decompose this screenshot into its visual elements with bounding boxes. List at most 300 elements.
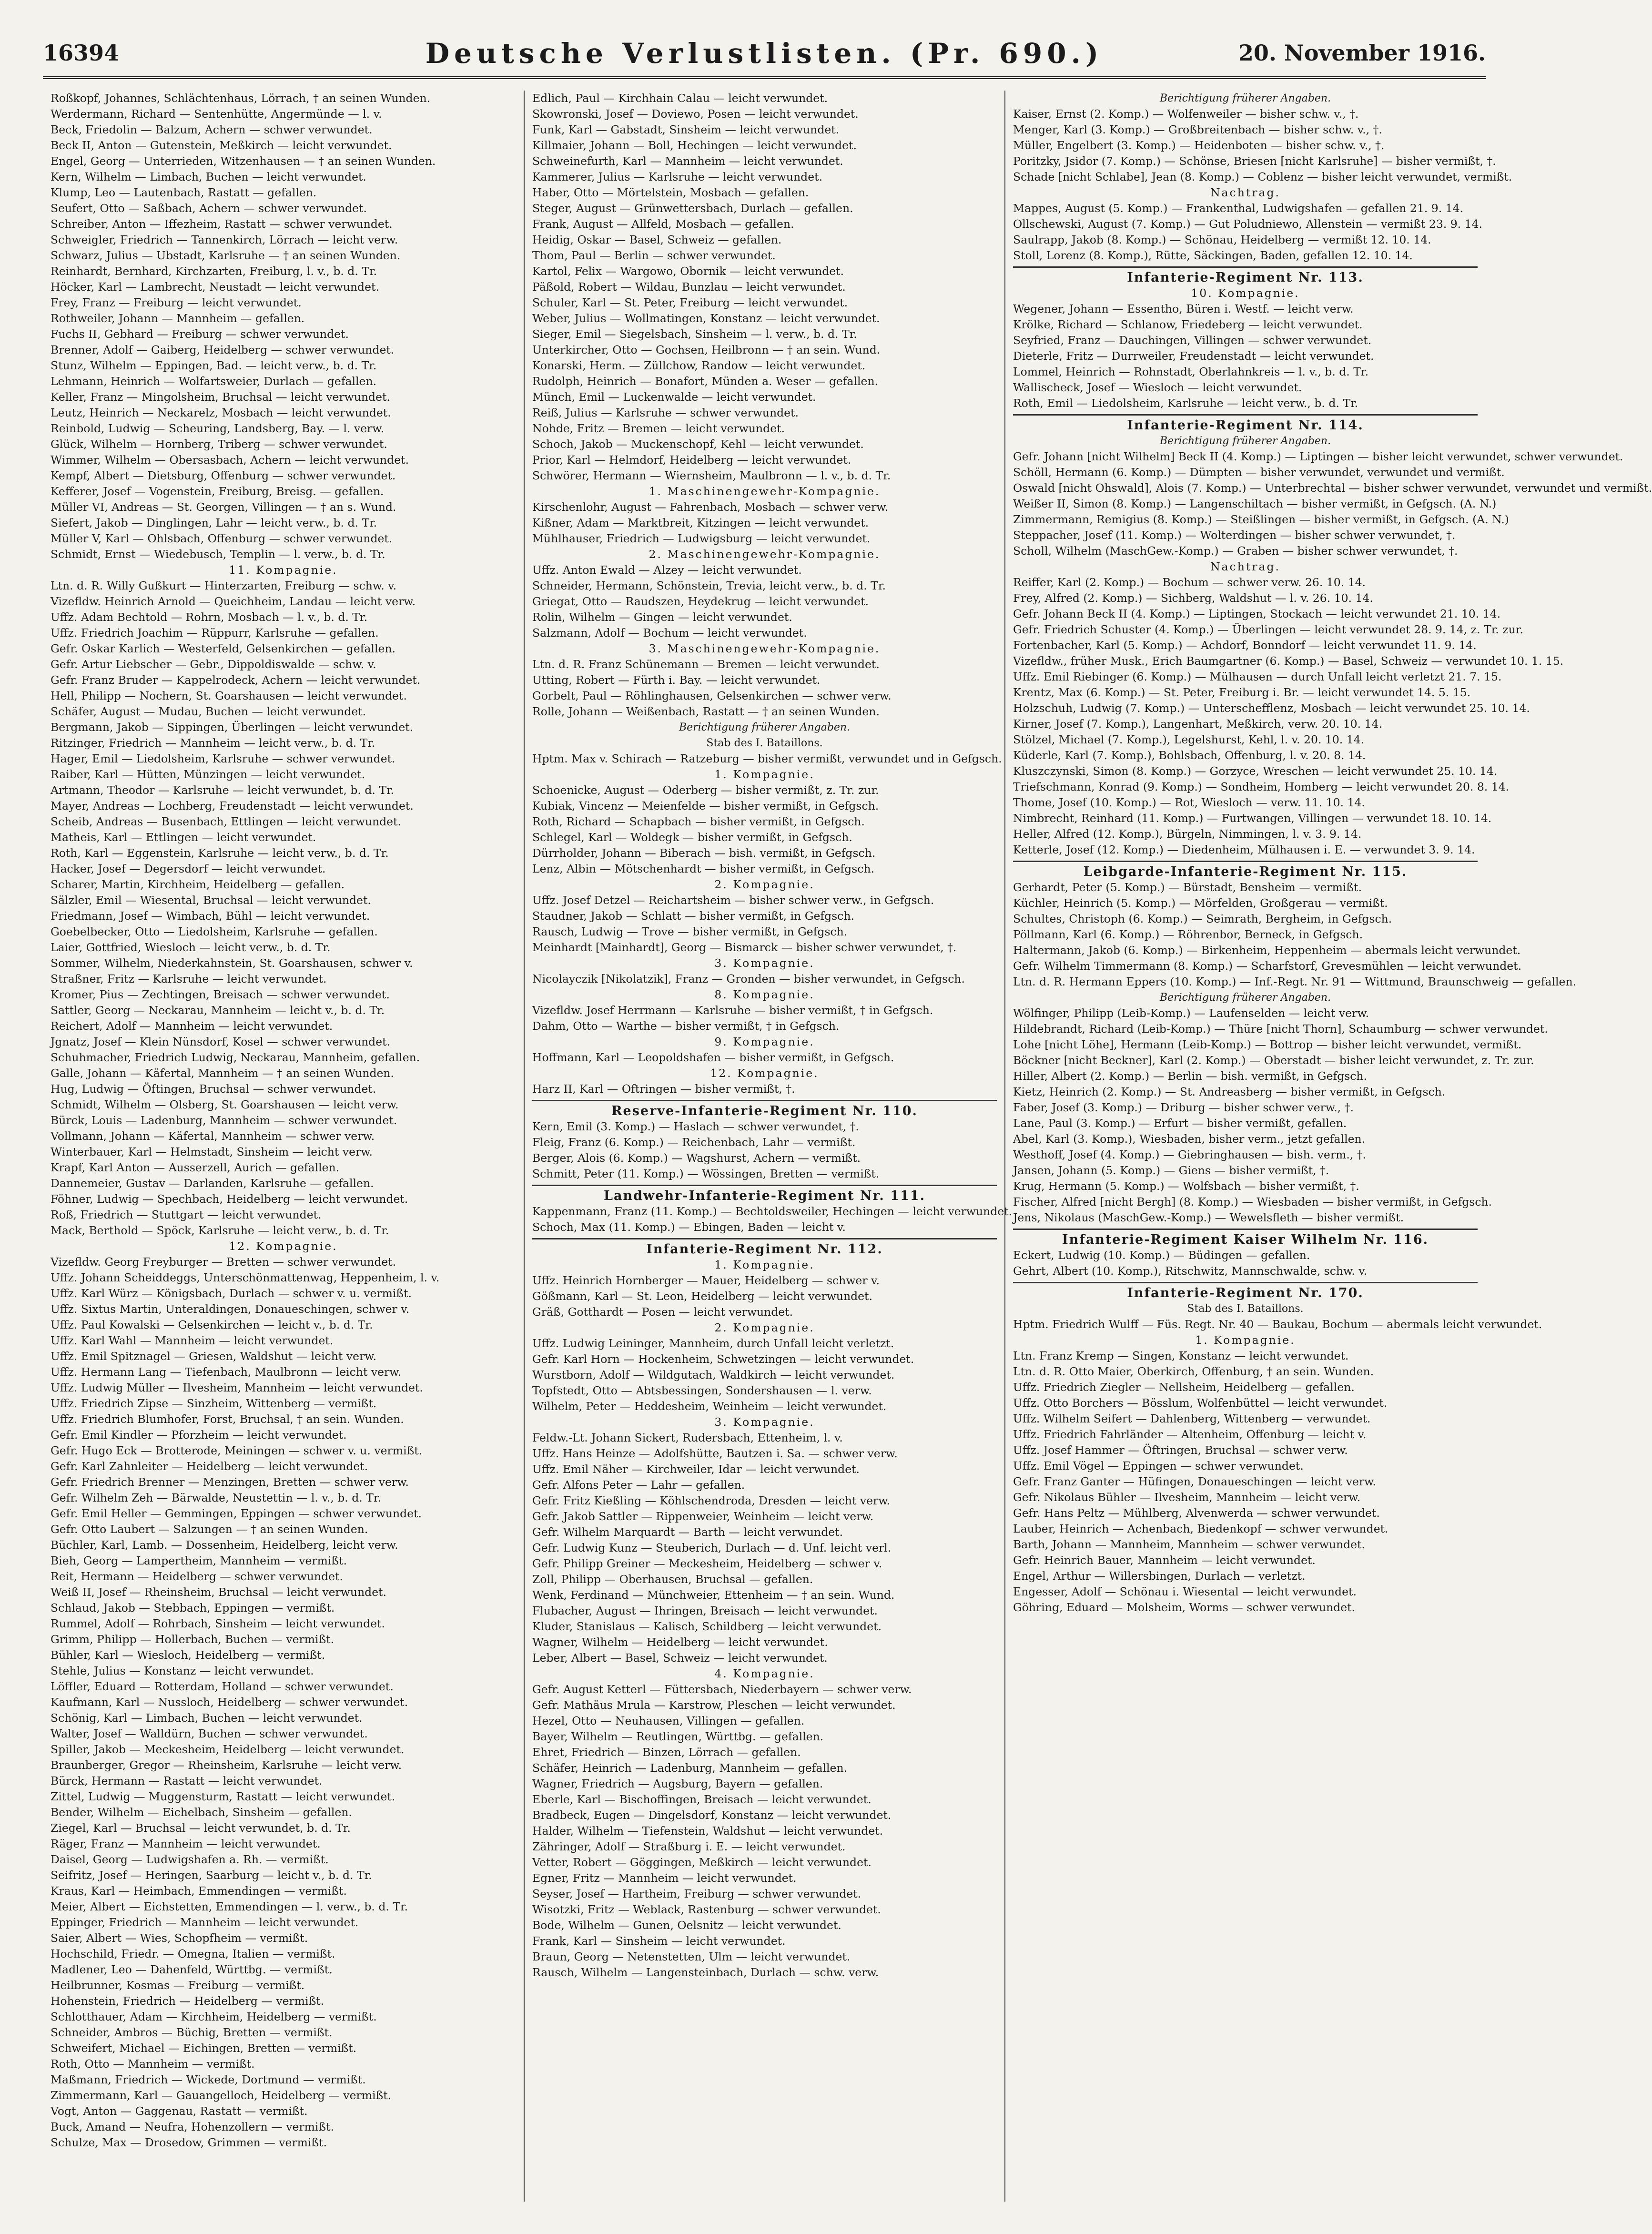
casualty-entry: Gefr. Karl Zahnleiter — Heidelberg — leicht verwundet. [51,1460,368,1473]
casualty-entry: Bender, Wilhelm — Eichelbach, Sinsheim — gefallen. [51,1806,352,1819]
company-heading: 2. Kompagnie. [714,878,815,891]
casualty-entry: Haltermann, Jakob (6. Komp.) — Birkenheim, Heppenheim — abermals leicht verwundet. [1013,944,1521,957]
casualty-entry: Laier, Gottfried, Wiesloch — leicht verw., b. d. Tr. [51,941,331,954]
casualty-entry: Schweinefurth, Karl — Mannheim — leicht verwundet. [532,154,843,168]
casualty-entry: Halder, Wilhelm — Tiefenstein, Waldshut — leicht verwundet. [532,1824,883,1838]
casualty-entry: Nimbrecht, Reinhard (11. Komp.) — Furtwangen, Villingen — verwundet 18. 10. 14. [1013,812,1492,825]
casualty-entry: Vizefldw., früher Musk., Erich Baumgartner (6. Komp.) — Basel, Schweiz — verwundet 10. 1. 15. [1013,654,1564,668]
casualty-entry: Hacker, Josef — Degersdorf — leicht verwundet. [51,862,326,875]
casualty-entry: Scheib, Andreas — Busenbach, Ettlingen — leicht verwundet. [51,815,401,828]
casualty-entry: Jansen, Johann (5. Komp.) — Giens — bisher vermißt, †. [1013,1164,1329,1177]
casualty-entry: Engel, Arthur — Willersbingen, Durlach — verletzt. [1013,1569,1306,1583]
casualty-entry: Kern, Wilhelm — Limbach, Buchen — leicht verwundet. [51,170,366,183]
casualty-entry: Maßmann, Friedrich — Wickede, Dortmund — vermißt. [51,2073,366,2086]
casualty-entry: Krölke, Richard — Schlanow, Friedeberg — leicht verwundet. [1013,318,1363,331]
casualty-entry: Böckner [nicht Beckner], Karl (2. Komp.) — Oberstadt — bisher leicht verwundet, z. Tr. zur. [1013,1054,1534,1067]
publication-title: Deutsche Verlustlisten. [425,37,896,70]
company-heading: 1. Kompagnie. [714,768,815,781]
casualty-entry: Gefr. Friedrich Brenner — Menzingen, Bretten — schwer verw. [51,1475,409,1489]
casualty-entry: Lauber, Heinrich — Achenbach, Biedenkopf — schwer verwundet. [1013,1522,1388,1535]
casualty-entry: Seifritz, Josef — Heringen, Saarburg — leicht v., b. d. Tr. [51,1868,372,1882]
casualty-entry: Ehret, Friedrich — Binzen, Lörrach — gefallen. [532,1746,801,1759]
casualty-entry: Wegener, Johann — Essentho, Büren i. Westf. — leicht verw. [1013,302,1354,315]
casualty-entry: Mayer, Andreas — Lochberg, Freudenstadt — leicht verwundet. [51,799,414,812]
casualty-entry: Weiß II, Josef — Rheinsheim, Bruchsal — leicht verwundet. [51,1585,387,1599]
casualty-entry: Eppinger, Friedrich — Mannheim — leicht verwundet. [51,1916,359,1929]
section-subheading: Stab des I. Bataillons. [706,737,823,749]
casualty-entry: Galle, Johann — Käfertal, Mannheim — † an seinen Wunden. [51,1066,395,1080]
casualty-entry: Abel, Karl (3. Komp.), Wiesbaden, bisher verm., jetzt gefallen. [1013,1132,1366,1146]
casualty-entry: Beck II, Anton — Gutenstein, Meßkirch — leicht verwundet. [51,139,392,152]
casualty-entry: Uffz. Emil Näher — Kirchweiler, Idar — leicht verwundet. [532,1462,860,1476]
casualty-entry: Zähringer, Adolf — Straßburg i. E. — leicht verwundet. [532,1840,846,1853]
casualty-entry: Wisotzki, Fritz — Weblack, Rastenburg — schwer verwundet. [532,1903,881,1916]
casualty-entry: Vizefldw. Heinrich Arnold — Queichheim, Landau — leicht verw. [51,595,416,608]
casualty-entry: Eckert, Ludwig (10. Komp.) — Büdingen — gefallen. [1013,1249,1310,1262]
casualty-entry: Schoenicke, August — Oderberg — bisher vermißt, z. Tr. zur. [532,783,879,797]
casualty-entry: Lenz, Albin — Mötschenhardt — bisher vermißt, in Gefgsch. [532,862,874,875]
casualty-entry: Gefr. Nikolaus Bühler — Ilvesheim, Mannheim — leicht verw. [1013,1491,1361,1504]
company-heading: 1. Kompagnie. [1195,1333,1296,1347]
casualty-entry: Prior, Karl — Helmdorf, Heidelberg — leicht verwundet. [532,453,851,467]
casualty-entry: Berger, Alois (6. Komp.) — Wagshurst, Achern — vermißt. [532,1151,861,1165]
casualty-entry: Küchler, Heinrich (5. Komp.) — Mörfelden, Großgerau — vermißt. [1013,896,1388,910]
casualty-entry: Poritzky, Jsidor (7. Komp.) — Schönse, Briesen [nicht Karlsruhe] — bisher vermißt, †. [1013,154,1496,168]
casualty-entry: Glück, Wilhelm — Hornberg, Triberg — schwer verwundet. [51,437,387,451]
casualty-entry: Mappes, August (5. Komp.) — Frankenthal, Ludwigshafen — gefallen 21. 9. 14. [1013,202,1464,215]
casualty-entry: Uffz. Heinrich Hornberger — Mauer, Heidelberg — schwer v. [532,1274,880,1287]
casualty-entry: Heilbrunner, Kosmas — Freiburg — vermißt. [51,1979,305,1992]
casualty-entry: Gefr. Fritz Kießling — Köhlschendroda, Dresden — leicht verw. [532,1494,891,1507]
casualty-entry: Schultes, Christoph (6. Komp.) — Seimrath, Bergheim, in Gefgsch. [1013,912,1392,925]
casualty-entry: Jgnatz, Josef — Klein Nünsdorf, Kosel — schwer verwundet. [51,1035,391,1048]
casualty-entry: Edlich, Paul — Kirchhain Calau — leicht verwundet. [532,91,828,105]
casualty-entry: Kromer, Pius — Zechtingen, Breisach — schwer verwundet. [51,988,390,1001]
casualty-entry: Schmidt, Ernst — Wiedebusch, Templin — l. verw., b. d. Tr. [51,548,385,561]
casualty-entry: Uffz. Karl Würz — Königsbach, Durlach — schwer v. u. vermißt. [51,1287,412,1300]
casualty-entry: Bayer, Wilhelm — Reutlingen, Württbg. — gefallen. [532,1730,824,1743]
casualty-entry: Vizefldw. Georg Freyburger — Bretten — schwer verwundet. [51,1255,396,1269]
casualty-entry: Utting, Robert — Fürth i. Bay. — leicht verwundet. [532,673,821,687]
correction-heading: Berichtigung früherer Angaben. [1159,435,1331,447]
casualty-entry: Uffz. Anton Ewald — Alzey — leicht verwundet. [532,563,802,577]
casualty-entry: Ritzinger, Friedrich — Mannheim — leicht verw., b. d. Tr. [51,736,375,750]
casualty-entry: Bieh, Georg — Lampertheim, Mannheim — vermißt. [51,1554,347,1567]
casualty-entry: Lane, Paul (3. Komp.) — Erfurt — bisher vermißt, gefallen. [1013,1117,1347,1130]
casualty-entry: Höcker, Karl — Lambrecht, Neustadt — leicht verwundet. [51,280,379,294]
casualty-entry: Schoch, Jakob — Muckenschopf, Kehl — leicht verwundet. [532,437,864,451]
casualty-entry: Beck, Friedolin — Balzum, Achern — schwer verwundet. [51,123,373,136]
casualty-entry: Schlaud, Jakob — Stebbach, Eppingen — vermißt. [51,1601,335,1615]
casualty-entry: Winterbauer, Karl — Helmstadt, Sinsheim — leicht verw. [51,1145,373,1158]
casualty-entry: Funk, Karl — Gabstadt, Sinsheim — leicht verwundet. [532,123,840,136]
casualty-entry: Dahm, Otto — Warthe — bisher vermißt, † in Gefgsch. [532,1019,840,1033]
casualty-entry: Schneider, Ambros — Büchig, Bretten — vermißt. [51,2026,333,2039]
casualty-entry: Uffz. Hans Heinze — Adolfshütte, Bautzen i. Sa. — schwer verw. [532,1447,898,1460]
page-number: 16394 [43,40,120,66]
casualty-entry: Rolle, Johann — Weißenbach, Rastatt — † an seinen Wunden. [532,705,880,718]
casualty-entry: Reiffer, Karl (2. Komp.) — Bochum — schwer verw. 26. 10. 14. [1013,576,1366,589]
casualty-entry: Schulze, Max — Drosedow, Grimmen — vermißt. [51,2136,327,2149]
casualty-entry: Schlotthauer, Adam — Kirchheim, Heidelberg — vermißt. [51,2010,377,2023]
casualty-entry: Päßold, Robert — Wildau, Bunzlau — leicht verwundet. [532,280,846,294]
correction-heading: Berichtigung früherer Angaben. [1159,992,1331,1004]
casualty-entry: Feldw.-Lt. Johann Sickert, Rudersbach, Ettenheim, l. v. [532,1431,843,1444]
casualty-entry: Krug, Hermann (5. Komp.) — Wolfsbach — bisher vermißt, †. [1013,1179,1359,1193]
casualty-entry: Wilhelm, Peter — Heddesheim, Weinheim — leicht verwundet. [532,1400,887,1413]
casualty-entry: Leutz, Heinrich — Neckarelz, Mosbach — leicht verwundet. [51,406,391,419]
casualty-entry: Roth, Emil — Liedolsheim, Karlsruhe — leicht verw., b. d. Tr. [1013,396,1358,410]
casualty-entry: Frank, August — Allfeld, Mosbach — gefallen. [532,217,794,231]
casualty-entry: Uffz. Josef Detzel — Reichartsheim — bisher schwer verw., in Gefgsch. [532,894,934,907]
casualty-entry: Gefr. Artur Liebscher — Gebr., Dippoldiswalde — schw. v. [51,658,376,671]
casualty-entry: Reiß, Julius — Karlsruhe — schwer verwundet. [532,406,799,419]
casualty-entry: Hochschild, Friedr. — Omegna, Italien — vermißt. [51,1947,335,1960]
casualty-entry: Ltn. d. R. Hermann Eppers (10. Komp.) — Inf.-Regt. Nr. 91 — Wittmund, Braunschweig — gefallen. [1013,975,1577,988]
casualty-entry: Uffz. Karl Wahl — Mannheim — leicht verwundet. [51,1334,334,1347]
casualty-entry: Walter, Josef — Walldürn, Buchen — schwer verwundet. [51,1727,368,1740]
casualty-entry: Stehle, Julius — Konstanz — leicht verwundet. [51,1664,314,1677]
casualty-entry: Uffz. Ludwig Müller — Ilvesheim, Mannheim — leicht verwundet. [51,1381,423,1394]
company-heading: 2. Maschinengewehr-Kompagnie. [649,548,881,561]
casualty-entry: Zittel, Ludwig — Muggensturm, Rastatt — leicht verwundet. [51,1790,395,1803]
casualty-entry: Brenner, Adolf — Gaiberg, Heidelberg — schwer verwundet. [51,343,395,356]
casualty-entry: Madlener, Leo — Dahenfeld, Württbg. — vermißt. [51,1963,333,1976]
casualty-entry: Meinhardt [Mainhardt], Georg — Bismarck — bisher schwer verwundet, †. [532,941,957,954]
casualty-entry: Uffz. Friedrich Zipse — Sinzheim, Wittenberg — vermißt. [51,1397,377,1410]
casualty-entry: Vogt, Anton — Gaggenau, Rastatt — vermißt. [51,2104,308,2118]
casualty-entry: Ltn. d. R. Franz Schünemann — Bremen — leicht verwundet. [532,658,880,671]
company-heading: 12. Kompagnie. [229,1239,338,1253]
casualty-entry: Gefr. Wilhelm Timmermann (8. Komp.) — Scharfstorf, Grevesmühlen — leicht verwundet. [1013,959,1522,973]
casualty-entry: Gefr. Heinrich Bauer, Mannheim — leicht verwundet. [1013,1554,1316,1567]
casualty-entry: Kluder, Stanislaus — Kalisch, Schildberg — leicht verwundet. [532,1620,882,1633]
regiment-heading: Infanterie-Regiment Nr. 114. [1013,414,1478,433]
casualty-entry: Konarski, Herm. — Züllchow, Randow — leicht verwundet. [532,359,866,372]
casualty-entry: Schmidt, Wilhelm — Olsberg, St. Goarshausen — leicht verw. [51,1098,399,1111]
casualty-entry: Müller, Engelbert (3. Komp.) — Heidenboten — bisher schw. v., †. [1013,139,1385,152]
casualty-entry: Ltn. Franz Kremp — Singen, Konstanz — leicht verwundet. [1013,1349,1349,1362]
casualty-entry: Uffz. Paul Kowalski — Gelsenkirchen — leicht v., b. d. Tr. [51,1318,373,1331]
casualty-entry: Saier, Albert — Wies, Schopfheim — vermißt. [51,1931,308,1945]
casualty-entry: Ltn. d. R. Otto Maier, Oberkirch, Offenburg, † an sein. Wunden. [1013,1365,1374,1378]
casualty-entry: Gefr. Alfons Peter — Lahr — gefallen. [532,1478,745,1492]
casualty-entry: Wurstborn, Adolf — Wildgutach, Waldkirch — leicht verwundet. [532,1368,895,1381]
casualty-entry: Schäfer, August — Mudau, Buchen — leicht verwundet. [51,705,366,718]
casualty-entry: Skowronski, Josef — Doviewo, Posen — leicht verwundet. [532,107,859,121]
casualty-entry: Münch, Emil — Luckenwalde — leicht verwundet. [532,390,816,404]
casualty-entry: Fischer, Alfred [nicht Bergh] (8. Komp.) — Wiesbaden — bisher vermißt, in Gefgsch. [1013,1195,1492,1208]
company-heading: 2. Kompagnie. [714,1321,815,1334]
casualty-entry: Schwörer, Hermann — Wiernsheim, Maulbronn — l. v., b. d. Tr. [532,469,891,482]
casualty-entry: Küderle, Karl (7. Komp.), Bohlsbach, Offenburg, l. v. 20. 8. 14. [1013,749,1366,762]
casualty-entry: Kappenmann, Franz (11. Komp.) — Bechtoldsweiler, Hechingen — leicht verwundet. [532,1205,1013,1218]
casualty-entry: Sieger, Emil — Siegelsbach, Sinsheim — l. verw., b. d. Tr. [532,327,857,341]
casualty-entry: Schuler, Karl — St. Peter, Freiburg — leicht verwundet. [532,296,848,309]
casualty-entry: Uffz. Friedrich Ziegler — Nellsheim, Heidelberg — gefallen. [1013,1381,1355,1394]
casualty-entry: Zimmermann, Remigius (8. Komp.) — Steißlingen — bisher vermißt, in Gefgsch. (A. N.) [1013,513,1509,526]
casualty-entry: Faber, Josef (3. Komp.) — Driburg — bisher schwer verw., †. [1013,1101,1354,1114]
casualty-entry: Schreiber, Anton — Iffezheim, Rastatt — schwer verwundet. [51,217,393,231]
casualty-entry: Grimm, Philipp — Hollerbach, Buchen — vermißt. [51,1633,334,1646]
casualty-entry: Friedmann, Josef — Wimbach, Bühl — leicht verwundet. [51,909,370,923]
casualty-entry: Topfstedt, Otto — Abtsbessingen, Sondershausen — l. verw. [532,1384,872,1397]
casualty-entry: Roßkopf, Johannes, Schlächtenhaus, Lörrach, † an seinen Wunden. [51,91,431,105]
casualty-entry: Weber, Julius — Wollmatingen, Konstanz — leicht verwundet. [532,312,880,325]
casualty-entry: Scholl, Wilhelm (MaschGew.-Komp.) — Graben — bisher schwer verwundet, †. [1013,544,1458,558]
company-heading: 12. Kompagnie. [710,1066,819,1080]
company-heading: 10. Kompagnie. [1191,286,1300,300]
casualty-entry: Kißner, Adam — Marktbreit, Kitzingen — leicht verwundet. [532,516,869,529]
casualty-entry: Hoffmann, Karl — Leopoldshafen — bisher vermißt, in Gefgsch. [532,1051,894,1064]
casualty-entry: Uffz. Adam Bechtold — Rohrn, Mosbach — l. v., b. d. Tr. [51,610,368,624]
casualty-entry: Schwarz, Julius — Ubstadt, Karlsruhe — † an seinen Wunden. [51,249,401,262]
issue-number: (Pr. 690.) [910,37,1104,70]
regiment-heading: Leibgarde-Infanterie-Regiment Nr. 115. [1013,861,1478,880]
casualty-entry: Gefr. August Ketterl — Füttersbach, Niederbayern — schwer verw. [532,1683,912,1696]
casualty-entry: Rothweiler, Johann — Mannheim — gefallen. [51,312,305,325]
casualty-entry: Gefr. Franz Ganter — Hüfingen, Donaueschingen — leicht verw. [1013,1475,1376,1488]
casualty-entry: Gefr. Philipp Greiner — Meckesheim, Heidelberg — schwer v. [532,1557,882,1570]
casualty-entry: Daisel, Georg — Ludwigshafen a. Rh. — vermißt. [51,1853,329,1866]
company-heading: 3. Kompagnie. [714,1415,815,1429]
casualty-entry: Schneider, Hermann, Schönstein, Trevia, leicht verw., b. d. Tr. [532,579,886,592]
casualty-entry: Unterkircher, Otto — Gochsen, Heilbronn — † an sein. Wund. [532,343,881,356]
casualty-entry: Lommel, Heinrich — Rohnstadt, Oberlahnkreis — l. v., b. d. Tr. [1013,365,1369,378]
casualty-entry: Scharer, Martin, Kirchheim, Heidelberg — gefallen. [51,878,345,891]
casualty-entry: Lehmann, Heinrich — Wolfartsweier, Durlach — gefallen. [51,375,377,388]
casualty-entry: Löffler, Eduard — Rotterdam, Holland — schwer verwundet. [51,1680,394,1693]
casualty-entry: Frey, Franz — Freiburg — leicht verwundet. [51,296,302,309]
casualty-entry: Rudolph, Heinrich — Bonafort, Münden a. Weser — gefallen. [532,375,879,388]
casualty-entry: Uffz. Friedrich Fahrländer — Altenheim, Offenburg — leicht v. [1013,1428,1367,1441]
casualty-entry: Krapf, Karl Anton — Ausserzell, Aurich — gefallen. [51,1161,340,1174]
casualty-entry: Kirschenlohr, August — Fahrenbach, Mosbach — schwer verw. [532,500,889,514]
casualty-entry: Gefr. Hugo Eck — Brotterode, Meiningen — schwer v. u. vermißt. [51,1444,423,1457]
column-right [1004,91,1652,2202]
company-heading: 9. Kompagnie. [714,1035,815,1048]
casualty-entry: Flubacher, August — Ihringen, Breisach — leicht verwundet. [532,1604,878,1617]
casualty-entry: Leber, Albert — Basel, Schweiz — leicht verwundet. [532,1651,828,1665]
casualty-entry: Barth, Johann — Mannheim, Mannheim — schwer verwundet. [1013,1538,1365,1551]
casualty-entry: Rolin, Wilhelm — Gingen — leicht verwundet. [532,610,792,624]
casualty-entry: Schmitt, Peter (11. Komp.) — Wössingen, Bretten — vermißt. [532,1167,880,1180]
casualty-entry: Uffz. Emil Riebinger (6. Komp.) — Mülhausen — durch Unfall leicht verletzt 21. 7. 15. [1013,670,1502,683]
casualty-entry: Bode, Wilhelm — Gunen, Oelsnitz — leicht verwundet. [532,1919,841,1932]
casualty-entry: Holzschuh, Ludwig (7. Komp.) — Unterschefflenz, Mosbach — leicht verwundet 25. 10. 14. [1013,701,1530,715]
casualty-entry: Hptm. Max v. Schirach — Ratzeburg — bisher vermißt, verwundet und in Gefgsch. [532,752,1002,765]
casualty-entry: Uffz. Friedrich Blumhofer, Forst, Bruchsal, † an sein. Wunden. [51,1412,404,1426]
casualty-entry: Griegat, Otto — Raudszen, Heydekrug — leicht verwundet. [532,595,869,608]
casualty-entry: Kern, Emil (3. Komp.) — Haslach — schwer verwundet, †. [532,1120,859,1133]
casualty-entry: Wenk, Ferdinand — Münchweier, Ettenheim — † an sein. Wund. [532,1588,895,1602]
casualty-entry: Ketterle, Josef (12. Komp.) — Diedenheim, Mülhausen i. E. — verwundet 3. 9. 14. [1013,843,1475,856]
casualty-entry: Gefr. Johann [nicht Wilhelm] Beck II (4. Komp.) — Liptingen — bisher leicht verwundet, schwer verwundet. [1013,450,1623,463]
casualty-entry: Bürck, Louis — Ladenburg, Mannheim — schwer verwundet. [51,1114,397,1127]
casualty-entry: Mack, Berthold — Spöck, Karlsruhe — leicht verw., b. d. Tr. [51,1224,389,1237]
casualty-entry: Steppacher, Josef (11. Komp.) — Wolterdingen — bisher schwer verwundet, †. [1013,528,1456,542]
casualty-entry: Frey, Alfred (2. Komp.) — Sichberg, Waldshut — l. v. 26. 10. 14. [1013,591,1373,605]
casualty-entry: Triefschmann, Konrad (9. Komp.) — Sondheim, Homberg — leicht verwundet 20. 8. 14. [1013,780,1510,793]
company-heading: Nachtrag. [1210,560,1281,573]
casualty-entry: Hiller, Albert (2. Komp.) — Berlin — bish. vermißt, in Gefgsch. [1013,1069,1368,1083]
casualty-entry: Müller V, Karl — Ohlsbach, Offenburg — schwer verwundet. [51,532,393,545]
casualty-entry: Nohde, Fritz — Bremen — leicht verwundet. [532,422,785,435]
casualty-entry: Kaufmann, Karl — Nussloch, Heidelberg — schwer verwundet. [51,1696,408,1709]
casualty-entry: Hager, Emil — Liedolsheim, Karlsruhe — schwer verwundet. [51,752,395,765]
casualty-entry: Gefr. Oskar Karlich — Westerfeld, Gelsenkirchen — gefallen. [51,642,395,655]
casualty-entry: Hell, Philipp — Nochern, St. Goarshausen — leicht verwundet. [51,689,407,702]
casualty-entry: Bürck, Hermann — Rastatt — leicht verwundet. [51,1774,323,1787]
casualty-entry: Roth, Otto — Mannheim — vermißt. [51,2057,255,2071]
casualty-entry: Keller, Franz — Mingolsheim, Bruchsal — leicht verwundet. [51,390,390,404]
casualty-entry: Vizefldw. Josef Herrmann — Karlsruhe — bisher vermißt, † in Gefgsch. [532,1004,933,1017]
casualty-entry: Salzmann, Adolf — Bochum — leicht verwundet. [532,626,807,640]
casualty-entry: Gefr. Ludwig Kunz — Steuberich, Durlach — d. Unf. leicht verl. [532,1541,892,1554]
issue-date: 20. November 1916. [1238,40,1486,66]
casualty-entry: Uffz. Friedrich Joachim — Rüppurr, Karlsruhe — gefallen. [51,626,379,640]
casualty-entry: Rummel, Adolf — Rohrbach, Sinsheim — leicht verwundet. [51,1617,385,1630]
casualty-entry: Mühlhauser, Friedrich — Ludwigsburg — leicht verwundet. [532,532,871,545]
casualty-entry: Steger, August — Grünwettersbach, Durlach — gefallen. [532,202,853,215]
casualty-entry: Saulrapp, Jakob (8. Komp.) — Schönau, Heidelberg — vermißt 12. 10. 14. [1013,233,1431,246]
casualty-entry: Heidig, Oskar — Basel, Schweiz — gefallen. [532,233,782,246]
casualty-entry: Gefr. Jakob Sattler — Rippenweier, Weinheim — leicht verw. [532,1510,874,1523]
casualty-entry: Ltn. d. R. Willy Gußkurt — Hinterzarten, Freiburg — schw. v. [51,579,397,592]
casualty-entry: Reichert, Adolf — Mannheim — leicht verwundet. [51,1019,333,1033]
casualty-entry: Uffz. Johann Scheiddeggs, Unterschönmattenwag, Heppenheim, l. v. [51,1271,440,1284]
casualty-entry: Uffz. Wilhelm Seifert — Dahlenberg, Wittenberg — verwundet. [1013,1412,1371,1425]
section-subheading: Stab des I. Bataillons. [1187,1303,1304,1315]
casualty-entry: Räger, Franz — Mannheim — leicht verwundet. [51,1837,321,1850]
casualty-entry: Klump, Leo — Lautenbach, Rastatt — gefallen. [51,186,317,199]
casualty-entry: Gefr. Mathäus Mrula — Karstrow, Pleschen — leicht verwundet. [532,1698,896,1712]
casualty-entry: Rausch, Ludwig — Trove — bisher vermißt, in Gefgsch. [532,925,848,938]
casualty-entry: Rausch, Wilhelm — Langensteinbach, Durlach — schw. verw. [532,1966,879,1979]
casualty-entry: Hptm. Friedrich Wulff — Füs. Regt. Nr. 40 — Baukau, Bochum — abermals leicht verwundet. [1013,1318,1542,1331]
casualty-entry: Gefr. Karl Horn — Hockenheim, Schwetzingen — leicht verwundet. [532,1352,914,1366]
casualty-entry: Uffz. Sixtus Martin, Unteraldingen, Donaueschingen, schwer v. [51,1302,410,1316]
casualty-entry: Reit, Hermann — Heidelberg — schwer verwundet. [51,1570,343,1583]
casualty-entry: Engel, Georg — Unterrieden, Witzenhausen — † an seinen Wunden. [51,154,436,168]
casualty-entry: Uffz. Ludwig Leininger, Mannheim, durch Unfall leicht verletzt. [532,1337,894,1350]
casualty-entry: Reinbold, Ludwig — Scheuring, Landsberg, Bay. — l. verw. [51,422,385,435]
regiment-heading: Infanterie-Regiment Nr. 113. [1013,266,1478,285]
casualty-entry: Meier, Albert — Eichstetten, Emmendingen — l. verw., b. d. Tr. [51,1900,408,1913]
casualty-entry: Dannemeier, Gustav — Darlanden, Karlsruhe — gefallen. [51,1177,374,1190]
casualty-entry: Egner, Fritz — Mannheim — leicht verwundet. [532,1871,797,1885]
casualty-entry: Gefr. Emil Heller — Gemmingen, Eppingen — schwer verwundet. [51,1507,422,1520]
casualty-entry: Raiber, Karl — Hütten, Münzingen — leicht verwundet. [51,768,365,781]
casualty-entry: Roth, Richard — Schapbach — bisher vermißt, in Gefgsch. [532,815,865,828]
regiment-heading: Landwehr-Infanterie-Regiment Nr. 111. [532,1185,997,1204]
casualty-entry: Uffz. Otto Borchers — Bösslum, Wolfenbüttel — leicht verwundet. [1013,1396,1388,1410]
casualty-entry: Gefr. Hans Peltz — Mühlberg, Alvenwerda — schwer verwundet. [1013,1506,1380,1520]
casualty-entry: Roth, Karl — Eggenstein, Karlsruhe — leicht verw., b. d. Tr. [51,846,389,860]
casualty-entry: Uffz. Emil Vögel — Eppingen — schwer verwundet. [1013,1459,1304,1472]
casualty-entry: Hildebrandt, Richard (Leib-Komp.) — Thüre [nicht Thorn], Schaumburg — schwer verwundet. [1013,1022,1548,1036]
casualty-entry: Bergmann, Jakob — Sippingen, Überlingen — leicht verwundet. [51,721,414,734]
casualty-entry: Kefferer, Josef — Vogenstein, Freiburg, Breisg. — gefallen. [51,485,384,498]
casualty-entry: Vetter, Robert — Göggingen, Meßkirch — leicht verwundet. [532,1856,872,1869]
casualty-entry: Wimmer, Wilhelm — Obersasbach, Achern — leicht verwundet. [51,453,409,467]
regiment-heading: Infanterie-Regiment Nr. 170. [1013,1282,1478,1301]
casualty-entry: Zoll, Philipp — Oberhausen, Bruchsal — gefallen. [532,1573,813,1586]
company-heading: Nachtrag. [1210,186,1281,199]
casualty-entry: Kietz, Heinrich (2. Komp.) — St. Andreasberg — bisher vermißt, in Gefgsch. [1013,1085,1446,1098]
casualty-entry: Gerhardt, Peter (5. Komp.) — Bürstadt, Bensheim — vermißt. [1013,881,1362,894]
casualty-entry: Engesser, Adolf — Schönau i. Wiesental — leicht verwundet. [1013,1585,1357,1598]
casualty-entry: Schlegel, Karl — Woldegk — bisher vermißt, in Gefgsch. [532,831,852,844]
casualty-entry: Westhoff, Josef (4. Komp.) — Giebringhausen — bish. verm., †. [1013,1148,1366,1161]
company-heading: 1. Kompagnie. [714,1258,815,1271]
casualty-entry: Fortenbacher, Karl (5. Komp.) — Achdorf, Bonndorf — leicht verwundet 11. 9. 14. [1013,639,1477,652]
casualty-entry: Stölzel, Michael (7. Komp.), Legelshurst, Kehl, l. v. 20. 10. 14. [1013,733,1365,746]
casualty-entry: Spiller, Jakob — Meckesheim, Heidelberg — leicht verwundet. [51,1743,405,1756]
casualty-entry: Stunz, Wilhelm — Eppingen, Bad. — leicht verw., b. d. Tr. [51,359,377,372]
casualty-list-columns [43,91,1652,2202]
casualty-entry: Büchler, Karl, Lamb. — Dossenheim, Heidelberg, leicht verw. [51,1538,398,1552]
casualty-entry: Wagner, Friedrich — Augsburg, Bayern — gefallen. [532,1777,823,1790]
regiment-heading: Reserve-Infanterie-Regiment Nr. 110. [532,1100,997,1119]
casualty-entry: Gößmann, Karl — St. Leon, Heidelberg — leicht verwundet. [532,1290,872,1303]
casualty-entry: Bühler, Karl — Wiesloch, Heidelberg — vermißt. [51,1648,325,1662]
casualty-entry: Schweifert, Michael — Eichingen, Bretten — vermißt. [51,2041,357,2055]
casualty-entry: Gefr. Friedrich Schuster (4. Komp.) — Überlingen — leicht verwundet 28. 9. 14, z. Tr. zur. [1013,623,1523,636]
casualty-entry: Schoch, Max (11. Komp.) — Ebingen, Baden — leicht v. [532,1220,846,1234]
casualty-entry: Ziegel, Karl — Bruchsal — leicht verwundet, b. d. Tr. [51,1821,351,1835]
casualty-entry: Sattler, Georg — Neckarau, Mannheim — leicht v., b. d. Tr. [51,1004,385,1017]
casualty-entry: Seyser, Josef — Hartheim, Freiburg — schwer verwundet. [532,1887,861,1900]
casualty-entry: Bradbeck, Eugen — Dingelsdorf, Konstanz — leicht verwundet. [532,1808,892,1822]
casualty-entry: Krentz, Max (6. Komp.) — St. Peter, Freiburg i. Br. — leicht verwundet 14. 5. 15. [1013,686,1471,699]
casualty-entry: Thom, Paul — Berlin — schwer verwundet. [532,249,776,262]
casualty-entry: Schade [nicht Schlabe], Jean (8. Komp.) — Coblenz — bisher leicht verwundet, vermißt. [1013,170,1512,183]
casualty-entry: Gräß, Gotthardt — Posen — leicht verwundet. [532,1305,793,1319]
casualty-entry: Hezel, Otto — Neuhausen, Villingen — gefallen. [532,1714,805,1727]
casualty-entry: Uffz. Emil Spitznagel — Griesen, Waldshut — leicht verw. [51,1350,377,1363]
casualty-entry: Nicolayczik [Nikolatzik], Franz — Gronden — bisher verwundet, in Gefgsch. [532,972,965,985]
casualty-entry: Stoll, Lorenz (8. Komp.), Rütte, Säckingen, Baden, gefallen 12. 10. 14. [1013,249,1413,262]
casualty-entry: Straßner, Fritz — Karlsruhe — leicht verwundet. [51,972,327,985]
company-heading: 8. Kompagnie. [714,988,815,1001]
casualty-entry: Haber, Otto — Mörtelstein, Mosbach — gefallen. [532,186,809,199]
casualty-entry: Eberle, Karl — Bischoffingen, Breisach — leicht verwundet. [532,1793,872,1806]
casualty-entry: Buck, Amand — Neufra, Hohenzollern — vermißt. [51,2120,334,2133]
casualty-entry: Gefr. Franz Bruder — Kappelrodeck, Achern — leicht verwundet. [51,673,421,687]
casualty-entry: Göhring, Eduard — Molsheim, Worms — schwer verwundet. [1013,1601,1356,1614]
casualty-entry: Lohe [nicht Löhe], Hermann (Leib-Komp.) — Bottrop — bisher leicht verwundet, vermißt. [1013,1038,1522,1051]
casualty-entry: Reinhardt, Bernhard, Kirchzarten, Freiburg, l. v., b. d. Tr. [51,264,377,278]
casualty-entry: Staudner, Jakob — Schlatt — bisher vermißt, in Gefgsch. [532,909,854,923]
casualty-entry: Schöll, Hermann (6. Komp.) — Dümpten — bisher verwundet, verwundet und vermißt. [1013,466,1505,479]
casualty-entry: Uffz. Hermann Lang — Tiefenbach, Maulbronn — leicht verw. [51,1365,402,1379]
casualty-entry: Thome, Josef (10. Komp.) — Rot, Wiesloch — verw. 11. 10. 14. [1013,796,1365,809]
casualty-entry: Roß, Friedrich — Stuttgart — leicht verwundet. [51,1208,322,1221]
casualty-entry: Kartol, Felix — Wargowo, Obornik — leicht verwundet. [532,264,844,278]
casualty-entry: Gehrt, Albert (10. Komp.), Ritschwitz, Mannschwalde, schw. v. [1013,1264,1368,1278]
casualty-entry: Kraus, Karl — Heimbach, Emmendingen — vermißt. [51,1884,347,1898]
casualty-entry: Gefr. Johann Beck II (4. Komp.) — Liptingen, Stockach — leicht verwundet 21. 10. 14. [1013,607,1501,620]
casualty-entry: Seyfried, Franz — Dauchingen, Villingen — schwer verwundet. [1013,334,1372,347]
column-middle [524,91,1013,2202]
casualty-entry: Harz II, Karl — Oftringen — bisher vermißt, †. [532,1082,795,1096]
casualty-entry: Wagner, Wilhelm — Heidelberg — leicht verwundet. [532,1635,828,1649]
casualty-entry: Schäfer, Heinrich — Ladenburg, Mannheim — gefallen. [532,1761,848,1775]
casualty-entry: Kaiser, Ernst (2. Komp.) — Wolfenweiler — bisher schw. v., †. [1013,107,1359,121]
casualty-entry: Kempf, Albert — Dietsburg, Offenburg — schwer verwundet. [51,469,396,482]
casualty-entry: Kammerer, Julius — Karlsruhe — leicht verwundet. [532,170,823,183]
